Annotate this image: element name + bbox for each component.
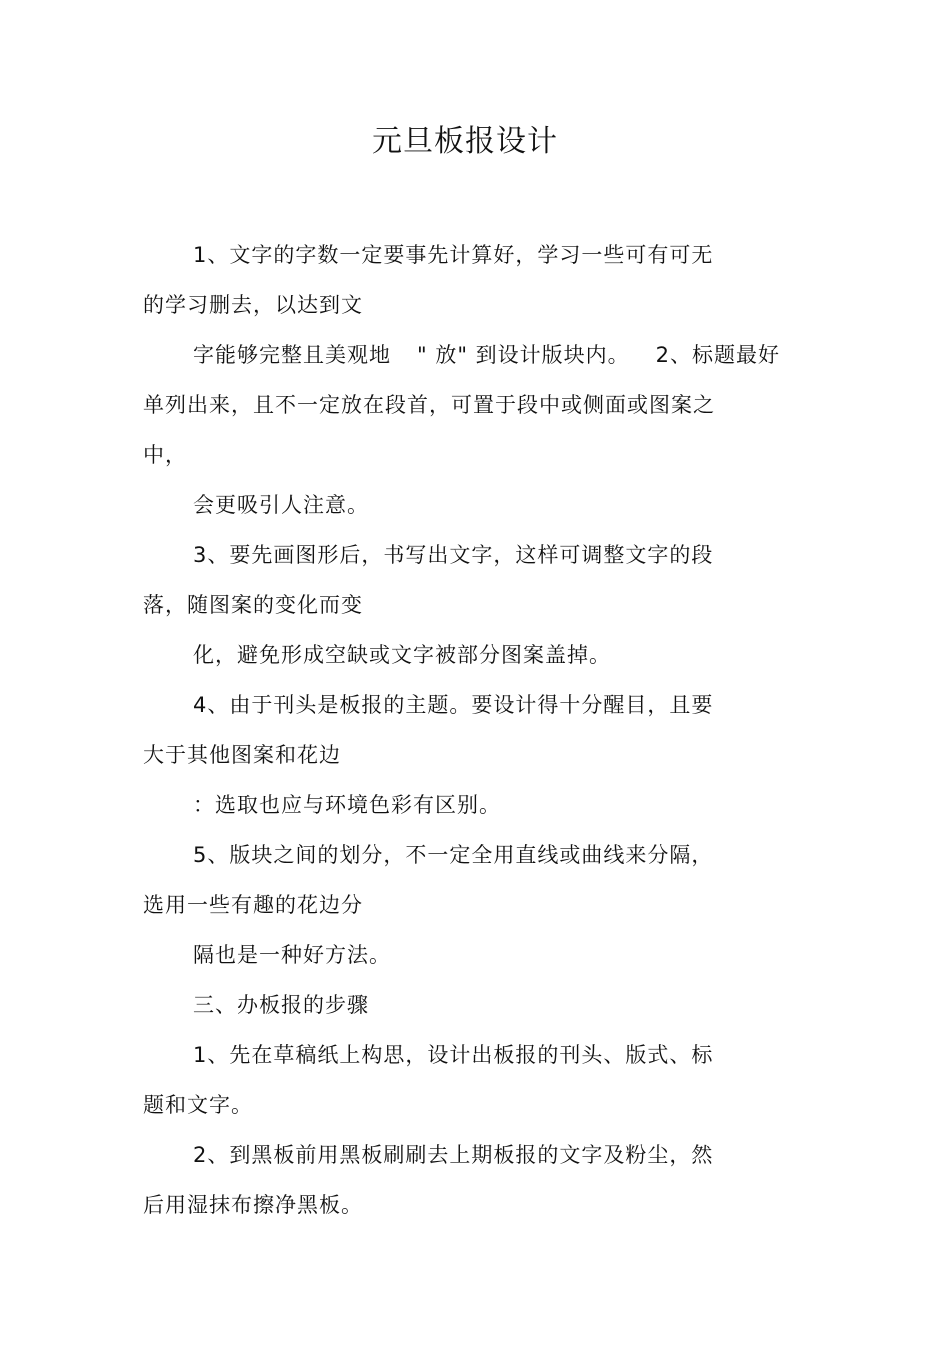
text-line: 中， xyxy=(143,443,187,467)
text-line: ：选取也应与环境色彩有区别。 xyxy=(193,793,501,817)
text-line: 1、文字的字数一定要事先计算好，学习一些可有可无 xyxy=(193,243,714,267)
text-line: 5、版块之间的划分，不一定全用直线或曲线来分隔， xyxy=(193,843,714,867)
document-title: 元旦板报设计 xyxy=(372,124,558,159)
text-line: 化，避免形成空缺或文字被部分图案盖掉。 xyxy=(193,643,611,667)
text-line: 会更吸引人注意。 xyxy=(193,493,369,517)
text-line: 隔也是一种好方法。 xyxy=(193,943,391,967)
text-line: 2、到黑板前用黑板刷刷去上期板报的文字及粉尘，然 xyxy=(193,1143,714,1167)
text-line: 落，随图案的变化而变 xyxy=(143,593,363,617)
text-segment: " 放" 到设计版块内。 xyxy=(417,343,630,367)
text-line: 大于其他图案和花边 xyxy=(143,743,341,767)
text-line: 后用湿抹布擦净黑板。 xyxy=(143,1193,363,1217)
text-line: 的学习删去，以达到文 xyxy=(143,293,363,317)
text-segment: 字能够完整且美观地 xyxy=(193,343,391,367)
text-line-composite xyxy=(193,340,780,370)
section-heading: 三、办板报的步骤 xyxy=(193,993,369,1017)
text-line: 3、要先画图形后，书写出文字，这样可调整文字的段 xyxy=(193,543,714,567)
text-line: 1、先在草稿纸上构思，设计出板报的刊头、版式、标 xyxy=(193,1043,714,1067)
text-segment: 2、标题最好 xyxy=(655,343,781,367)
text-line: 选用一些有趣的花边分 xyxy=(143,893,363,917)
text-line: 4、由于刊头是板报的主题。要设计得十分醒目，且要 xyxy=(193,693,714,717)
text-line: 单列出来，且不一定放在段首，可置于段中或侧面或图案之 xyxy=(143,393,715,417)
text-line: 题和文字。 xyxy=(143,1093,253,1117)
